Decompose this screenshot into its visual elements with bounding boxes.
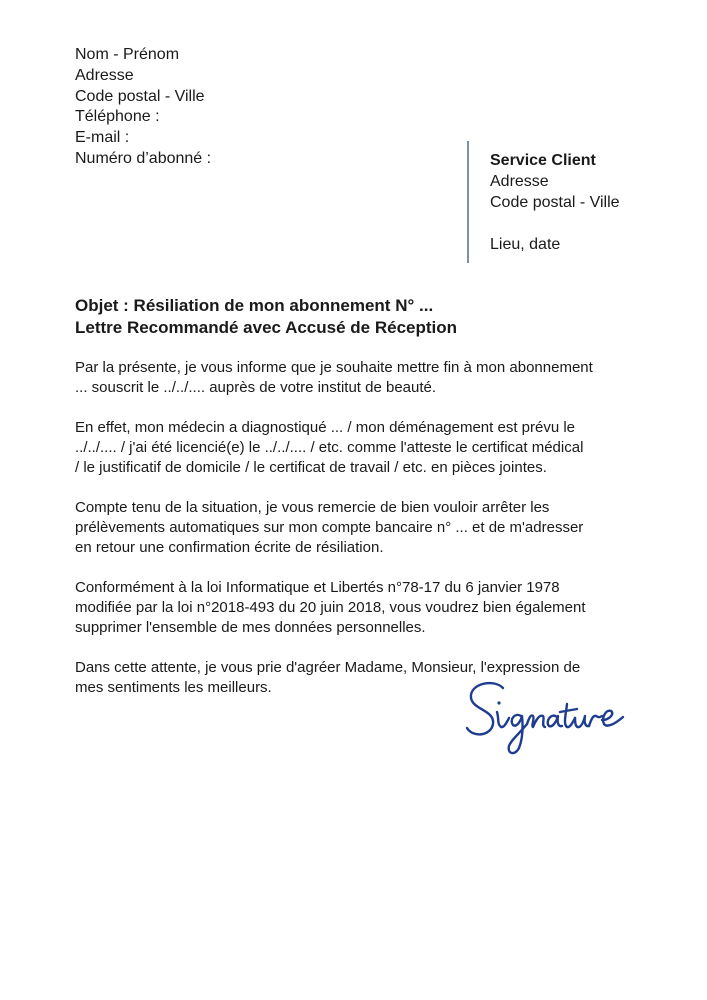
signature-stroke <box>467 683 503 734</box>
paragraph-line: Dans cette attente, je vous prie d'agréer Madame, Monsieur, l'expression de <box>75 659 581 676</box>
recipient-divider <box>467 141 469 263</box>
paragraph-line: prélèvements automatiques sur mon compte bancaire n° ... et de m'adresser <box>75 519 584 536</box>
paragraph-line: supprimer l'ensemble de mes données personnelles. <box>75 619 426 636</box>
recipient-postal-city: Code postal - Ville <box>490 194 620 211</box>
signature-stroke <box>527 715 545 727</box>
sender-address: Adresse <box>75 66 134 84</box>
recipient-block <box>490 150 620 255</box>
sender-block <box>75 45 211 170</box>
signature-stroke <box>589 716 602 726</box>
subject-block <box>75 295 457 339</box>
signature-dot <box>497 701 500 704</box>
subject-line: Objet : Résiliation de mon abonnement N° ... <box>75 296 434 315</box>
paragraph-line: mes sentiments les meilleurs. <box>75 679 272 696</box>
signature-stroke <box>602 711 623 726</box>
paragraph-intent <box>75 358 665 398</box>
paragraph-line: modifiée par la loi n°2018-493 du 20 juin 2018, vous voudrez bien également <box>75 599 586 616</box>
sender-name: Nom - Prénom <box>75 46 180 63</box>
signature-stroke <box>548 716 562 727</box>
recipient-name: Service Client <box>490 152 596 169</box>
paragraph-line: ... souscrit le ../../.... auprès de votre institut de beauté. <box>75 379 437 396</box>
paragraph-line: / le justificatif de domicile / le certificat de travail / etc. en pièces jointes. <box>75 459 547 476</box>
paragraph-line: Par la présente, je vous informe que je souhaite mettre fin à mon abonnement <box>75 359 593 376</box>
signature-stroke <box>560 709 577 712</box>
paragraph-line: Compte tenu de la situation, je vous remercie de bien vouloir arrêter les <box>75 499 550 516</box>
paragraph-line: en retour une confirmation écrite de résiliation. <box>75 539 384 556</box>
sender-postal-city: Code postal - Ville <box>75 87 205 105</box>
sender-phone: Téléphone : <box>75 108 160 126</box>
signature-stroke <box>575 716 589 727</box>
paragraph-line: Conformément à la loi Informatique et Libertés n°78-17 du 6 janvier 1978 <box>75 579 560 596</box>
signature-stroke <box>497 712 509 727</box>
paragraph-line: En effet, mon médecin a diagnostiqué ... / mon déménagement est prévu le <box>75 419 576 436</box>
paragraph-direct-debit <box>75 498 665 558</box>
paragraph-reason <box>75 418 665 478</box>
paragraph-data-privacy <box>75 578 665 638</box>
subject-mail-type: Lettre Recommandé avec Accusé de Réception <box>75 318 458 337</box>
signature-stroke <box>565 704 575 727</box>
signature-stroke <box>509 715 527 753</box>
paragraph-line: ../../.... / j'ai été licencié(e) le ../../.... / etc. comme l'atteste le certificat médical <box>75 439 584 456</box>
handwritten-signature <box>463 672 638 762</box>
recipient-address: Adresse <box>490 173 549 190</box>
letter-body <box>75 358 665 718</box>
sender-email: E-mail : <box>75 129 130 147</box>
sender-subscriber-number: Numéro d’abonné : <box>75 149 212 167</box>
place-date: Lieu, date <box>490 236 561 253</box>
